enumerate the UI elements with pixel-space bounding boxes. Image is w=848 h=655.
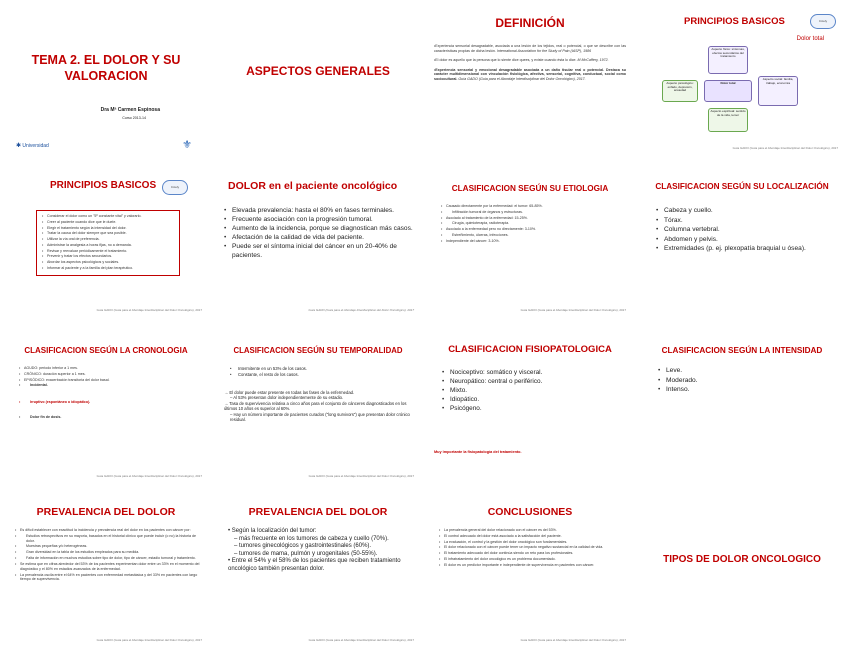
slide-title-text: CLASIFICACION FISIOPATOLOGICA <box>448 344 612 355</box>
bullet-item: • Tórax. <box>664 216 836 226</box>
slide-principios-dolor-total[interactable] <box>640 4 844 154</box>
bullet-item: • Puede ser el síntoma inicial del cáncer en un 20-40% de pacientes. <box>232 242 414 260</box>
slide-conclusiones[interactable] <box>428 496 632 646</box>
conclusion-item: • El dolor es un predictor importante e independiente de supervivencia en pacientes con cáncer. <box>444 563 624 568</box>
bullet-list <box>222 206 414 260</box>
etiology-list <box>440 204 622 244</box>
principle-item: • Creer al paciente cuando dice que le duele. <box>47 220 175 225</box>
definition-text <box>434 44 626 84</box>
bullet-item: • Intenso. <box>666 385 836 395</box>
slide-footer: Guía GADO (Guía para el Abordaje Interdisciplinar del Dolor Oncológico), 2017 <box>308 308 414 312</box>
conclusions-list <box>438 528 624 568</box>
bullet-item: • Columna vertebral. <box>664 225 836 235</box>
chronology-item: • CRÓNICO: duración superior a 1 mes. <box>24 372 198 377</box>
slide-prevalencia-2[interactable] <box>216 496 420 646</box>
slide-title-text: CLASIFICACION SEGÚN SU TEMPORALIDAD <box>233 346 403 355</box>
slide-etiologia[interactable] <box>428 166 632 316</box>
etiology-subitem: • Estreñimiento, úlceras, infecciones. <box>446 233 622 238</box>
slide-footer: Guía GADO (Guía para el Abordaje Interdisciplinar del Dolor Oncológico), 2017 <box>96 308 202 312</box>
bullet-list <box>228 366 414 377</box>
chronology-item: • AGUDO: periodo inferior a 1 mes. <box>24 366 198 371</box>
arrow-text: Tasa de supervivencia relativa a cinco años para el conjunto de cánceres diagnosticados en los últimos 10 años es superior al 60%. <box>224 400 407 412</box>
detail-item: • Entre el 54% y el 58% de los pacientes que reciben tratamiento oncológico también presentan dolor. <box>228 558 401 572</box>
slide-title-text: CLASIFICACION SEGÚN SU LOCALIZACIÓN <box>655 182 829 191</box>
slide-localizacion[interactable] <box>640 166 844 316</box>
bullet-item: • Elevada prevalencia: hasta el 80% en fases terminales. <box>232 206 414 215</box>
detail-subitem: – tumores ginecológicos y gastrointestinales (60%). <box>234 543 372 550</box>
principle-item: • Revisar y reevaluar periódicamente el tratamiento. <box>47 249 175 254</box>
etiology-subitem: • Cirugía, quimioterapia, radioterapia. <box>446 221 622 226</box>
bullet-item: • Nociceptivo: somático y visceral. <box>450 368 626 377</box>
bullet-item: • Neuropático: central o periférico. <box>450 377 626 386</box>
slide-title[interactable] <box>4 4 208 154</box>
bullet-item: • Cabeza y cuello. <box>664 206 836 216</box>
course: Curso 2013-14 <box>122 116 146 120</box>
speech-bubble: Cicely <box>810 14 836 29</box>
etiology-item: • Asociado al tratamiento de la enfermedad: 15-25%. <box>446 216 622 221</box>
principle-item: • Utilizar la vía oral de preferencia. <box>47 237 175 242</box>
author: Dra Mª Carmen Espinosa <box>100 107 160 113</box>
definition-2-cite: M McCaffery, 1972. <box>577 58 609 63</box>
slide-temporalidad[interactable] <box>216 332 420 482</box>
arrow-subtext: Hay un número importante de pacientes curados ("long survivors") que presentan dolor crónico residual. <box>230 411 410 423</box>
definition-1-cite: International Association for the Study of Pain (IASP), 1986 <box>496 48 592 53</box>
arrow-subitem: – Hay un número importante de pacientes curados ("long survivors") que presentan dolor crónico residual. <box>230 411 410 423</box>
slide-title-text: CLASIFICACION SEGÚN SU ETIOLOGIA <box>451 184 609 193</box>
slide-footer: Guía GADO (Guía para el Abordaje Interdisciplinar del Dolor Oncológico), 2017 <box>732 146 838 150</box>
bullet-item: • Afectación de la calidad de vida del paciente. <box>232 233 414 242</box>
slide-title-text: TIPOS DE DOLOR ONCOLOGICO <box>663 554 821 565</box>
principle-item: • Informar al paciente y a la familia del plan terapéutico. <box>47 266 175 271</box>
detail-subtext: tumores de mama, pulmón y urogenitales (50-55%). <box>239 550 378 557</box>
principle-item: • Considerar el dolor como un "5º constante vital" y valorarlo. <box>47 214 175 219</box>
bullet-item: • Constante, el resto de los casos. <box>238 372 414 378</box>
slide-title-text: CLASIFICACION SEGÚN LA CRONOLOGIA <box>24 346 188 355</box>
slide-title-text: PRINCIPIOS BASICOS <box>684 16 785 27</box>
principle-item: • Prevenir y tratar los efectos secundarios. <box>47 254 175 259</box>
prevalence-subitem: • Gran diversidad en la tabla de los estudios empleados para su medida. <box>20 550 200 555</box>
bullet-item: • Aumento de la incidencia, porque se diagnostican más casos. <box>232 224 414 233</box>
slide-title-text: DEFINICIÓN <box>495 16 565 30</box>
detail-subtext: más frecuente en los tumores de cabeza y cuello (70%). <box>239 535 389 542</box>
chronology-list <box>18 366 198 420</box>
principles-box <box>36 210 180 276</box>
slide-title-text: TEMA 2. EL DOLOR Y SU VALORACION <box>31 53 181 83</box>
slide-title-text: DOLOR en el paciente oncológico <box>228 180 398 192</box>
principle-item: • Tratar la causa del dolor siempre que sea posible. <box>47 231 175 236</box>
slide-principios-basicos[interactable] <box>4 166 208 316</box>
slide-title-text: CONCLUSIONES <box>487 506 573 518</box>
prevalence-subitem: • Estudios retrospectivos en su mayoría, basados en el historial clínico que puede incluir (o no) la historia de dolor. <box>20 534 200 543</box>
detail-text: Según la localización del tumor: <box>231 528 317 534</box>
diagram-box-left: Aspecto psicológico: enfado, depresión, ansiedad <box>662 80 698 102</box>
slide-subtitle: Dolor total <box>796 36 824 42</box>
principle-item: • Administrar la analgesia a horas fijas, no a demanda. <box>47 243 175 248</box>
bullet-list <box>440 368 626 413</box>
detail-subtext: tumores ginecológicos y gastrointestinales (60%). <box>239 543 372 550</box>
bullet-item: • Frecuente asociación con la progresión tumoral. <box>232 215 414 224</box>
detail-subitem: – más frecuente en los tumores de cabeza y cuello (70%). <box>234 535 389 542</box>
diagram-box-right: Aspecto social: familia, trabajo, economía <box>758 76 798 106</box>
definition-3: •Experiencia sensorial y emocional desagradable asociada a un daño tisular real o potencial. Destaca su carácter multidimensional con vinculación fisiológica, afectiva, sensorial, cognitiva, conductual, social como sociocultural. <box>434 67 626 81</box>
logo-text: Universidad <box>22 143 49 149</box>
prevalence-item: • La prevalencia oscila entre el 64% en pacientes con enfermedad metastásica y del 33% en pacientes con largo tiempo de supervivencia. <box>20 573 200 582</box>
detail-subitem: – tumores de mama, pulmón y urogenitales (50-55%). <box>234 550 378 557</box>
chronology-subitem: • Dolor fin de dosis. <box>24 415 198 420</box>
conclusion-item: • El tratamiento adecuado del dolor continúa siendo un reto para los profesionales. <box>444 551 624 556</box>
slide-title-text: PREVALENCIA DEL DOLOR <box>36 506 176 518</box>
slide-cronologia[interactable] <box>4 332 208 482</box>
arrow-item: → Tasa de supervivencia relativa a cinco años para el conjunto de cánceres diagnosticados en los últimos 10 años es superior al 60%. <box>224 400 407 412</box>
slide-title-text: CLASIFICACION SEGÚN LA INTENSIDAD <box>661 346 823 355</box>
chronology-item: • EPISÓDICO: exacerbación transitoria del dolor basal. <box>24 378 198 383</box>
bullet-item: • Leve. <box>666 366 836 376</box>
slide-aspectos-generales[interactable] <box>216 4 420 154</box>
slide-dolor-oncologico[interactable] <box>216 166 420 316</box>
chronology-subitem: • Irruptivo (espontáneo o idiopático). <box>24 400 198 405</box>
conclusion-item: • El dolor relacionado con el cáncer puede tener un impacto negativo sustancial en la calidad de vida. <box>444 545 624 550</box>
slide-footer: Guía GADO (Guía para el Abordaje Interdisciplinar del Dolor Oncológico), 2017 <box>308 638 414 642</box>
etiology-item: • Causado directamente por la enfermedad: el tumor: 65-85%. <box>446 204 622 209</box>
conclusion-item: • La evaluación, el control y la gestión del dolor oncológico son fundamentales. <box>444 540 624 545</box>
bullet-item: • Idiopático. <box>450 395 626 404</box>
note-text: Muy importante la fisiopatología del tratamiento. <box>434 450 522 454</box>
conclusion-item: • El infratratamiento del dolor oncológico es un problema documentado. <box>444 557 624 562</box>
slide-footer: Guía GADO (Guía para el Abordaje Interdisciplinar del Dolor Oncológico), 2017 <box>520 638 626 642</box>
slide-fisiopatologica[interactable] <box>428 332 632 482</box>
slide-intensidad[interactable] <box>640 332 844 482</box>
definition-2: •El dolor es aquello que la persona que lo siente dice quees, y existe cuando ésta lo dice. <box>434 58 577 63</box>
etiology-item: • Asociado a la enfermedad pero no directamente: 3-10%. <box>446 227 622 232</box>
slide-tipos-dolor[interactable] <box>640 496 844 646</box>
principle-item: • Elegir el tratamiento según la intensidad del dolor. <box>47 226 175 231</box>
bullet-list <box>656 366 836 395</box>
chronology-subitem: • Incidental. <box>24 383 198 388</box>
prevalence-subitem: • Falta de información en muchos estudios sobre tipo de dolor, tipo de cáncer, estadio tumoral y tratamiento. <box>20 556 200 561</box>
etiology-subitem: • Infiltración tumoral de órganos y estructuras. <box>446 210 622 215</box>
speech-bubble: Cicely <box>162 180 188 195</box>
bullet-item: • Intermitente en un 53% de los casos. <box>238 366 414 372</box>
conclusion-item: • El control adecuado del dolor está asociado a la satisfacción del paciente. <box>444 534 624 539</box>
slide-footer: Guía GADO (Guía para el Abordaje Interdisciplinar del Dolor Oncológico), 2017 <box>520 308 626 312</box>
arrow-subtext: Al 53% presentan dolor independientemente de su estadio. <box>233 395 344 401</box>
definition-3-cite: Guía GADO (Guía para el Abordaje Interdisciplinar del Dolor Oncológico), 2017. <box>458 76 586 81</box>
slide-title-text: PRINCIPIOS BASICOS <box>50 180 157 191</box>
bullet-item: • Psicógeno. <box>450 404 626 413</box>
etiology-item: • Independiente del cáncer: 3-10%. <box>446 239 622 244</box>
diagram-box-bottom: Aspecto espiritual: sentido de la vida, temor <box>708 108 748 132</box>
slide-definicion[interactable] <box>428 4 632 154</box>
university-logo: ✱ Universidad <box>16 143 49 149</box>
slide-footer: Guía GADO (Guía para el Abordaje Interdisciplinar del Dolor Oncológico), 2017 <box>96 638 202 642</box>
diagram-box-center: Dolor total <box>704 80 752 102</box>
bullet-item: • Abdomen y pelvis. <box>664 235 836 245</box>
prevalence-detail <box>228 528 414 574</box>
principle-item: • Abordar los aspectos psicológicos y sociales. <box>47 260 175 265</box>
slide-footer: Guía GADO (Guía para el Abordaje Interdisciplinar del Dolor Oncológico), 2017 <box>96 474 202 478</box>
bullet-item: • Mixto. <box>450 386 626 395</box>
crest-icon: ⚜ <box>182 139 192 151</box>
slide-title-text: ASPECTOS GENERALES <box>246 64 390 78</box>
slide-prevalencia-1[interactable] <box>4 496 208 646</box>
detail-item: • Según la localización del tumor: <box>228 528 317 534</box>
prevalence-subitem: • Muestras pequeñas y/o heterogéneas. <box>20 544 200 549</box>
arrow-item: → El dolor puede estar presente en todas las fases de la enfermedad. <box>224 390 355 395</box>
prevalence-item: • Se estima que en cifras alrededor del 53% de los pacientes experimentan dolor entre un 33% en el momento del diagnóstico y el 80% en estadios avanzados de la enfermedad. <box>20 562 200 571</box>
bullet-item: • Moderado. <box>666 376 836 386</box>
diagram-box-top: Aspecto físico: síntomas, efectos secundarios del tratamiento <box>708 46 748 74</box>
definition-1: •Experiencia sensorial desagradable, asociada a una lesión de los tejidos, real o potencial, o que se describe con las características propias de dicha lesión. <box>434 44 626 53</box>
bullet-list <box>654 206 836 254</box>
slide-footer: Guía GADO (Guía para el Abordaje Interdisciplinar del Dolor Oncológico), 2017 <box>308 474 414 478</box>
detail-text: Entre el 54% y el 58% de los pacientes que reciben tratamiento oncológico también presentan dolor. <box>228 558 401 572</box>
arrow-list <box>224 390 412 422</box>
conclusion-item: • La prevalencia general del dolor relacionado con el cáncer es del 53%. <box>444 528 624 533</box>
prevalence-list <box>14 528 200 583</box>
arrow-text: El dolor puede estar presente en todas las fases de la enfermedad. <box>229 390 355 395</box>
prevalence-item: • Es difícil establecer con exactitud la incidencia y prevalencia real del dolor en los pacientes con cáncer por: <box>20 528 200 533</box>
arrow-subitem: – Al 53% presentan dolor independientemente de su estadio. <box>230 395 344 401</box>
bullet-item: • Extremidades (p. ej. plexopatía braquial u ósea). <box>664 244 836 254</box>
slide-title-text: PREVALENCIA DEL DOLOR <box>248 506 388 518</box>
